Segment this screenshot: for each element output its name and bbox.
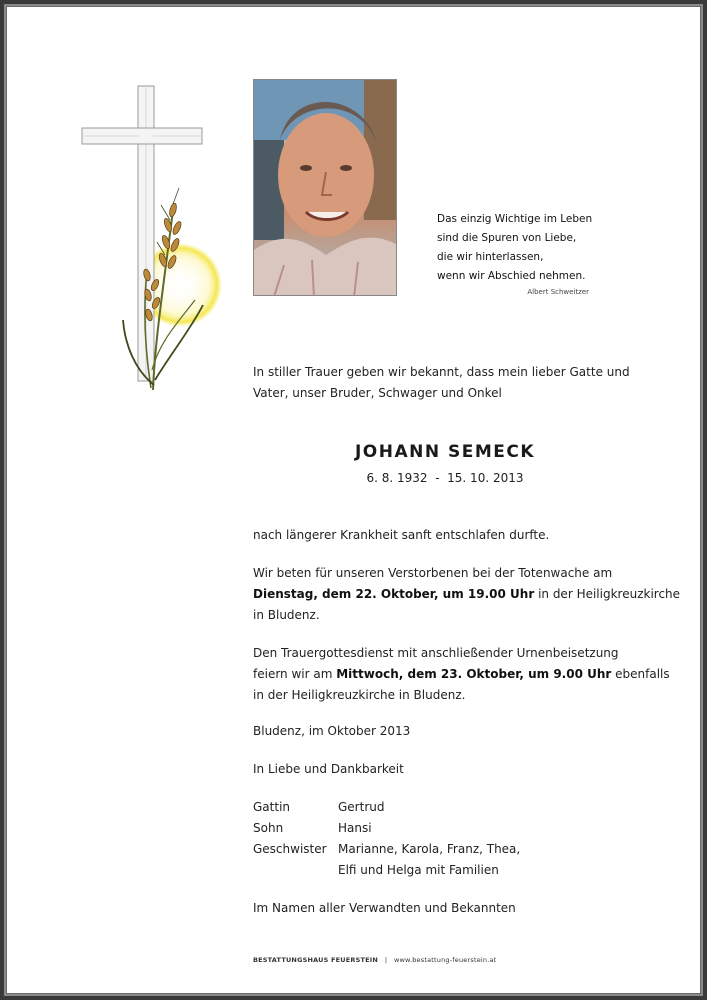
funeral-line: in der Heiligkreuzkirche in Bludenz.: [253, 688, 466, 702]
funeral-line: [253, 664, 670, 685]
funeral-pre: feiern wir am: [253, 667, 337, 681]
deceased-name: JOHANN SEMECK: [354, 442, 536, 462]
family-row: [253, 860, 499, 881]
funeral-line: Den Trauergottesdienst mit anschließender Urnenbeisetzung: [253, 646, 619, 660]
cross-with-wheat-icon: [55, 70, 230, 400]
family-relation: Gattin: [253, 800, 291, 814]
portrait-photo: [253, 79, 397, 296]
intro-line: Vater, unser Bruder, Schwager und Onkel: [253, 386, 502, 400]
footer-url[interactable]: www.bestattung-feuerstein.at: [394, 956, 497, 964]
footer-separator: |: [384, 956, 388, 964]
intro-line: In stiller Trauer geben wir bekannt, dass mein lieber Gatte und: [253, 365, 630, 379]
quote-line: die wir hinterlassen,: [437, 251, 544, 263]
passing-text: nach längerer Krankheit sanft entschlafen durfte.: [253, 528, 550, 542]
place-date: Bludenz, im Oktober 2013: [253, 724, 411, 738]
footer-firm: BESTATTUNGSHAUS FEUERSTEIN: [253, 956, 378, 964]
family-relation: Sohn: [253, 821, 284, 835]
footer: [253, 956, 496, 964]
wake-location: in der Heiligkreuzkirche: [534, 587, 681, 601]
final-line: Im Namen aller Verwandten und Bekannten: [253, 901, 516, 915]
quote-line: Das einzig Wichtige im Leben: [437, 213, 593, 225]
quote-block: [437, 210, 592, 298]
family-names: Marianne, Karola, Franz, Thea,: [338, 842, 521, 856]
family-names: Elfi und Helga mit Familien: [338, 863, 499, 877]
family-names: Gertrud: [338, 800, 385, 814]
wake-line: Wir beten für unseren Verstorbenen bei der Totenwache am: [253, 566, 613, 580]
family-names: Hansi: [338, 821, 372, 835]
family-row: [253, 797, 384, 818]
wake-line: in Bludenz.: [253, 608, 320, 622]
closing-text: In Liebe und Dankbarkeit: [253, 762, 404, 776]
wake-text: [253, 563, 680, 626]
family-relation: Geschwister: [253, 842, 327, 856]
family-row: [253, 818, 372, 839]
portrait-image: [254, 80, 397, 296]
funeral-date: Mittwoch, dem 23. Oktober, um 9.00 Uhr: [336, 667, 612, 681]
deceased-dates: 6. 8. 1932 - 15. 10. 2013: [366, 471, 524, 485]
family-row: [253, 839, 520, 860]
wake-date: Dienstag, dem 22. Oktober, um 19.00 Uhr: [253, 587, 535, 601]
quote-author: Albert Schweitzer: [527, 288, 589, 296]
intro-text: [253, 362, 630, 404]
funeral-text: [253, 643, 670, 706]
wake-line: [253, 584, 680, 605]
funeral-rest: ebenfalls: [611, 667, 670, 681]
quote-line: wenn wir Abschied nehmen.: [437, 270, 586, 282]
quote-line: sind die Spuren von Liebe,: [437, 232, 577, 244]
